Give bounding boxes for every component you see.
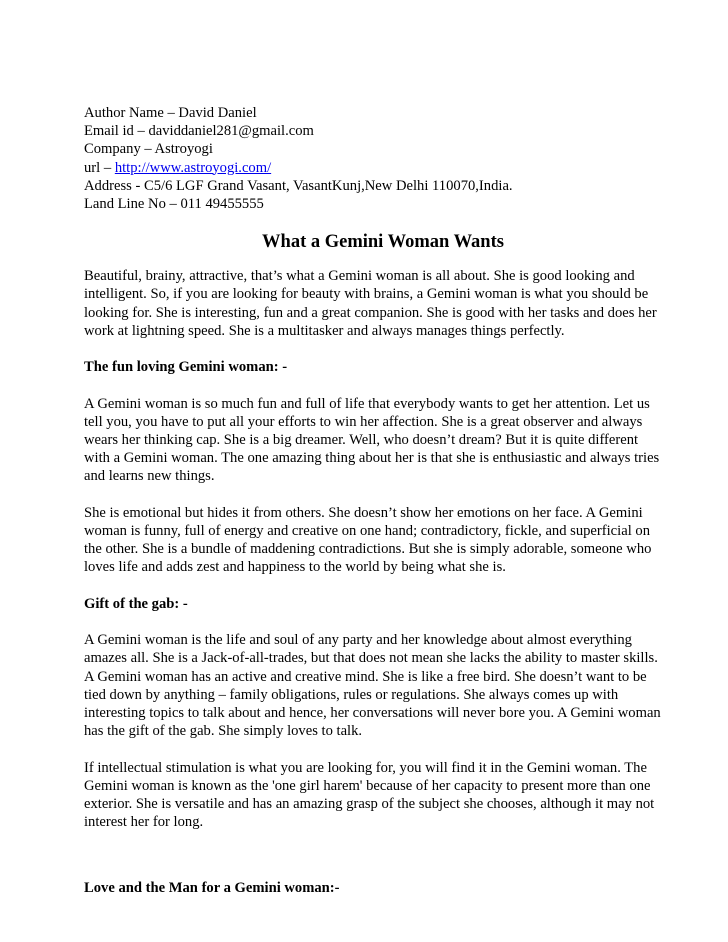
address-line: Address - C5/6 LGF Grand Vasant, VasantKunj,New Delhi 110070,India. [84,177,513,194]
section-heading-love: Love and the Man for a Gemini woman:- [84,880,340,897]
article-title: What a Gemini Woman Wants [262,232,504,253]
url-line [84,159,664,177]
url-label: url – [84,159,115,176]
company-line: Company – Astroyogi [84,141,213,158]
section-heading-gift-of-gab: Gift of the gab: - [84,595,188,612]
section-fun-loving-paragraph-1: A Gemini woman is so much fun and full of life that everybody wants to get her attention. Let us tell you, you have to put all your efforts to win her affection. She is a great observer and always wears her thinking cap. She is a big dreamer. Well, who doesn’t dream? But it is quite different with a Gemini woman. The one amazing thing about her is that she is enthusiastic and always tries and learns new things. [84,395,660,485]
document-page [84,104,664,898]
section-gift-of-gab-paragraph-2: If intellectual stimulation is what you are looking for, you will find it in the Gemini woman. The Gemini woman is known as the 'one girl harem' because of her capacity to present more than one exterior. She is versatile and has an amazing grasp of the subject she chooses, although it may not interest her for long. [84,759,655,831]
email-line: Email id – daviddaniel281@gmail.com [84,123,314,140]
intro-paragraph: Beautiful, brainy, attractive, that’s what a Gemini woman is all about. She is good looking and intelligent. So, if you are looking for beauty with brains, a Gemini woman is what you should be looking for. She is interesting, fun and a great companion. She is good with her tasks and does her work at lightning speed. She is a multitasker and always manages things perfectly. [84,268,657,339]
landline-line: Land Line No – 011 49455555 [84,196,264,213]
section-heading-fun-loving: The fun loving Gemini woman: - [84,359,288,376]
author-line: Author Name – David Daniel [84,105,257,121]
section-fun-loving-paragraph-2: She is emotional but hides it from others. She doesn’t show her emotions on her face. A Gemini woman is funny, full of energy and creative on one hand; contradictory, fickle, and superficial on the other. She is a bundle of maddening contradictions. But she is simply adorable, someone who loves life and adds zest and happiness to the world by being what she is. [84,504,652,576]
section-gift-of-gab-paragraph-1: A Gemini woman is the life and soul of any party and her knowledge about almost everything amazes all. She is a Jack-of-all-trades, but that does not mean she lacks the ability to master skills. A Gemini woman has an active and creative mind. She is like a free bird. She doesn’t want to be tied down by anything – family obligations, rules or regulations. She always comes up with interesting topics to talk about and hence, her conversations will never bore you. A Gemini woman has the gift of the gab. She simply loves to talk. [84,632,661,740]
website-link[interactable]: http://www.astroyogi.com/ [114,159,272,176]
